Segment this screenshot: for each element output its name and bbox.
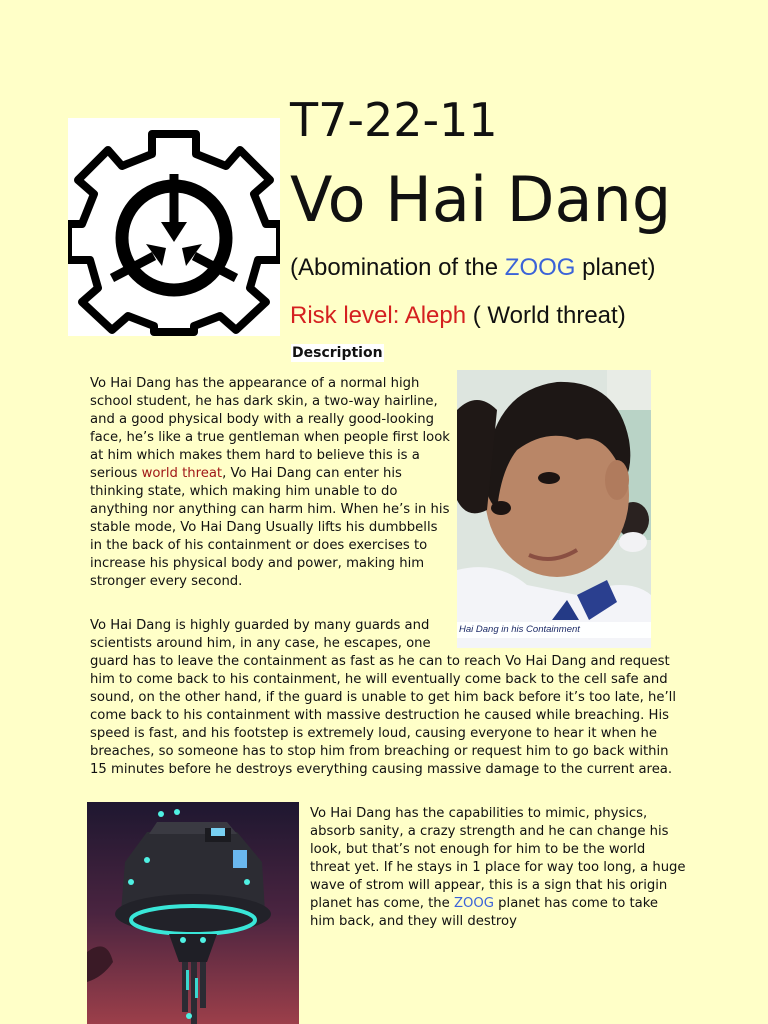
- paragraph-1-text-end: , Vo Hai Dang can enter his thinking state, which making him unable to do anything nor anything can harm him. When he’s in his stable mode, Vo Hai Dang Usually lifts his dumbbells in the back of his containment or does exercises to increase his physical body and power, making him stronger every second.: [90, 466, 450, 589]
- risk-level: [290, 300, 626, 332]
- risk-level-note: ( World threat): [466, 302, 626, 329]
- scp-foundation-logo-icon: [68, 118, 280, 336]
- scp-logo: [68, 118, 280, 336]
- containment-photo: [457, 370, 651, 648]
- portrait-image: [457, 370, 651, 648]
- page-title: Vo Hai Dang: [290, 163, 672, 236]
- description-paragraph-3: [310, 805, 686, 931]
- zoog-link-inline[interactable]: ZOOG: [453, 896, 494, 911]
- paragraph-2-text: Vo Hai Dang is highly guarded by many guards and scientists around him, in any case, he escapes, one guard has to leave the containment as fast as he can to reach Vo Hai Dang and request him to come back to his containment, he will eventually come back to the cell safe and sound, on the other hand, if the guard is unable to get him back before it’s too late, he’ll come back to his containment with massive destruction he caused while breaching. His speed is fast, and his footstep is extremely loud, causing everyone to hear it when he breaches, so someone has to stop him from breaching or request him to go back within 15 minutes before he destroys everything causing massive damage to the current area.: [90, 618, 676, 777]
- world-threat-highlight: world threat: [141, 466, 223, 481]
- subtitle: [290, 252, 656, 284]
- zoog-link[interactable]: ZOOG: [504, 254, 576, 281]
- subtitle-prefix: (Abomination of the: [290, 254, 505, 281]
- ufo-illustration: [87, 802, 299, 1024]
- document-code: T7-22-11: [290, 93, 498, 147]
- description-heading: Description: [292, 345, 383, 361]
- paragraph-3-text: Vo Hai Dang has the capabilities to mimic, physics, absorb sanity, a crazy strength and he can change his look, but that’s not enough for him to be the world threat yet. If he stays in 1 place for way too long, a huge wave of strom will appear, this is a sign that his origin planet has come, the: [310, 806, 686, 911]
- description-paragraph-1: [90, 375, 450, 591]
- subtitle-suffix: planet): [575, 254, 656, 281]
- photo-caption: [457, 622, 651, 638]
- photo-caption-text: Hai Dang in his Containment: [459, 624, 580, 635]
- paragraph-1-text: Vo Hai Dang has the appearance of a normal high school student, he has dark skin, a two-way hairline, and a good physical body with a really good-looking face, he’s like a true gentleman when people first look at him which makes them hard to believe this is a serious: [90, 376, 450, 481]
- paragraph-3-text-end: planet has come to take him back, and they will destroy: [310, 896, 659, 929]
- zoog-ship-image: [87, 802, 299, 1024]
- risk-level-label: Risk level: Aleph: [290, 302, 467, 329]
